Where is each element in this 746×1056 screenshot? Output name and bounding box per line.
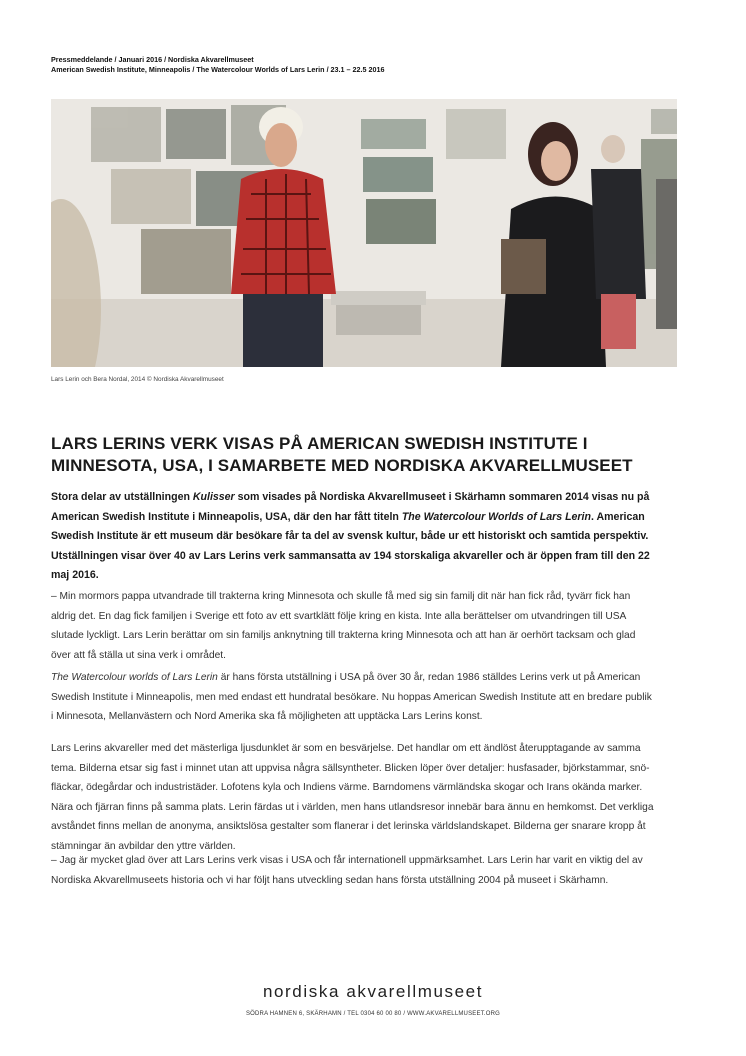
- title-kulisser: Kulisser: [192, 491, 235, 503]
- exhibition-title: The Watercolour worlds of Lars Lerin: [51, 672, 218, 683]
- header-line-2: American Swedish Institute, Minneapolis / The Watercolour Worlds of Lars Lerin / 23.1 – 22.5 2016: [51, 65, 385, 74]
- exhibition-photo: [51, 99, 677, 367]
- museum-logo: nordiska akvarellmuseet: [262, 982, 484, 1001]
- document-header: [51, 55, 691, 75]
- headline-line-1: LARS LERINS VERK VISAS PÅ AMERICAN SWEDISH INSTITUTE I: [51, 434, 588, 453]
- lead-paragraph: Stora delar av utställningen Kulisser som visades på Nordiska Akvarellmuseet i Skärhamn sommaren 2014 visas nu på American Swedish Institute i Minneapolis, USA, där den har fått titeln The Watercolour Worlds of Lars Lerin. American Swedish Institute är ett museum där besökare får ta del av svensk kultur, både ur ett historiskt och samtida perspektiv. Utställningen visar över 40 av Lars Lerins verk sammansatta av 194 storskaliga akvareller och är öppen fram till den 22 maj 2016.: [51, 491, 650, 582]
- footer-address: SÖDRA HAMNEN 6, SKÄRHAMN / TEL 0304 60 00 80 / WWW.AKVARELLMUSEET.ORG: [245, 1011, 501, 1017]
- headline-line-2: MINNESOTA, USA, I SAMARBETE MED NORDISKA AKVARELLMUSEET: [51, 456, 633, 475]
- title-watercolour-worlds: The Watercolour Worlds of Lars Lerin: [401, 510, 591, 523]
- photo-caption: Lars Lerin och Bera Nordal, 2014 © Nordiska Akvarellmuseet: [51, 376, 224, 383]
- headline: [51, 433, 691, 477]
- body-paragraph-3: Lars Lerins akvareller med det mästerliga ljusdunklet är som en besvärjelse. Det handlar om ett ändlöst återupptagande av samma tema. Bilderna etsar sig fast i minnet utan att uppvisa några sällsyntheter. Blicken löper över detaljer: husfasader, björkstammar, snö- fläckar, ödegårdar och industristäder. Lofotens kyla och Indiens värme. Barndomens värmländska skogar och Irans okända marker. Nära och fjärran finns på samma plats. Lerin färdas ut i världen, men hans utlandsresor innebär bara ännu en hemkomst. Det verkliga avståndet finns mellan de anonyma, ansiktslösa gestalter som flanerar i det lerinska världslandskapet. Bilderna ger snarare kropp åt stämningar än avbildar den yttre världen.: [51, 743, 654, 852]
- body-paragraph-2: The Watercolour worlds of Lars Lerin är hans första utställning i USA på över 30 år, redan 1986 ställdes Lerins verk ut på American Swedish Institute i Minneapolis, men med endast ett hundratal besökare. Nu hoppas American Swedish Institute att en bredare publik i Minnesota, Mellanvästern och Nord Amerika ska få möjligheten att upptäcka Lars Lerins konst.: [51, 672, 652, 722]
- header-line-1: Pressmeddelande / Januari 2016 / Nordiska Akvarellmuseet: [51, 55, 254, 64]
- body-paragraph-4: – Jag är mycket glad över att Lars Lerins verk visas i USA och får internationell uppmärksamhet. Lars Lerin har varit en viktig del av Nordiska Akvarellmuseets historia och vi har följt hans utveckling sedan hans första utställning 2004 på museet i Skärhamn.: [51, 855, 643, 886]
- body-paragraph-1: – Min mormors pappa utvandrade till trakterna kring Minnesota och skulle få med sig sin familj dit när han fick råd, tyvärr fick han aldrig det. En dag fick familjen i Sverige ett foto av ett svartklätt följe kring en kista. Inte alla berättelser om utvandringen till USA slutade lyckligt. Lars Lerin berättar om sin familjs anknytning till trakterna kring Minnesota och att han är oerhört tacksam och glad över att få ställa ut sina verk i området.: [51, 591, 636, 661]
